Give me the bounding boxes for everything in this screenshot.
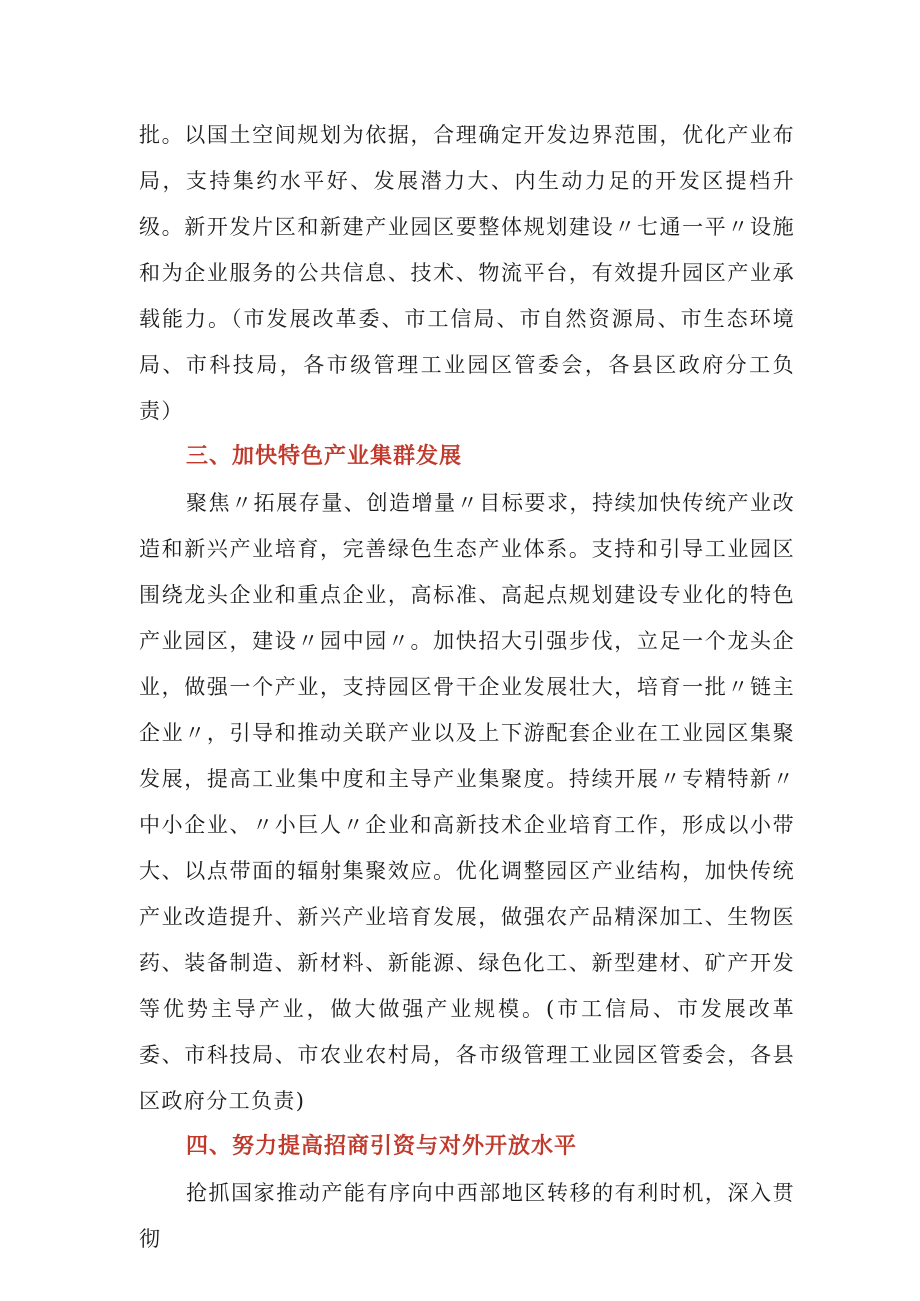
document-body: [139, 112, 795, 1262]
section-heading-4: 四、努力提高招商引资与对外开放水平: [186, 1134, 578, 1159]
paragraph-continuation: 批。以国土空间规划为依据，合理确定开发边界范围，优化产业布局，支持集约水平好、发展潜力大、内生动力足的开发区提档升级。新开发片区和新建产业园区要整体规划建设〃七通一平〃设施和为企业服务的公共信息、技术、物流平台，有效提升园区产业承载能力。（市发展改革委、市工信局、市自然资源局、市生态环境局、市科技局，各市级管理工业园区管委会，各县区政府分工负责）: [139, 123, 795, 423]
paragraph-industry-cluster: 聚焦〃拓展存量、创造增量〃目标要求，持续加快传统产业改造和新兴产业培育，完善绿色生态产业体系。支持和引导工业园区围绕龙头企业和重点企业，高标准、高起点规划建设专业化的特色产业园区，建设〃园中园〃。加快招大引强步伐，立足一个龙头企业，做强一个产业，支持园区骨干企业发展壮大，培育一批〃链主企业〃，引导和推动关联产业以及上下游配套企业在工业园区集聚发展，提高工业集中度和主导产业集聚度。持续开展〃专精特新〃中小企业、〃小巨人〃企业和高新技术企业培育工作，形成以小带大、以点带面的辐射集聚效应。优化调整园区产业结构，加快传统产业改造提升、新兴产业培育发展，做强农产品精深加工、生物医药、装备制造、新材料、新能源、绿色化工、新型建材、矿产开发等优势主导产业，做大做强产业规模。(市工信局、市发展改革委、市科技局、市农业农村局，各市级管理工业园区管委会，各县区政府分工负责): [139, 491, 795, 1113]
section-heading-3: 三、加快特色产业集群发展: [186, 444, 463, 469]
paragraph-investment: 抢抓国家推动产能有序向中西部地区转移的有利时机，深入贯彻: [139, 1181, 795, 1251]
